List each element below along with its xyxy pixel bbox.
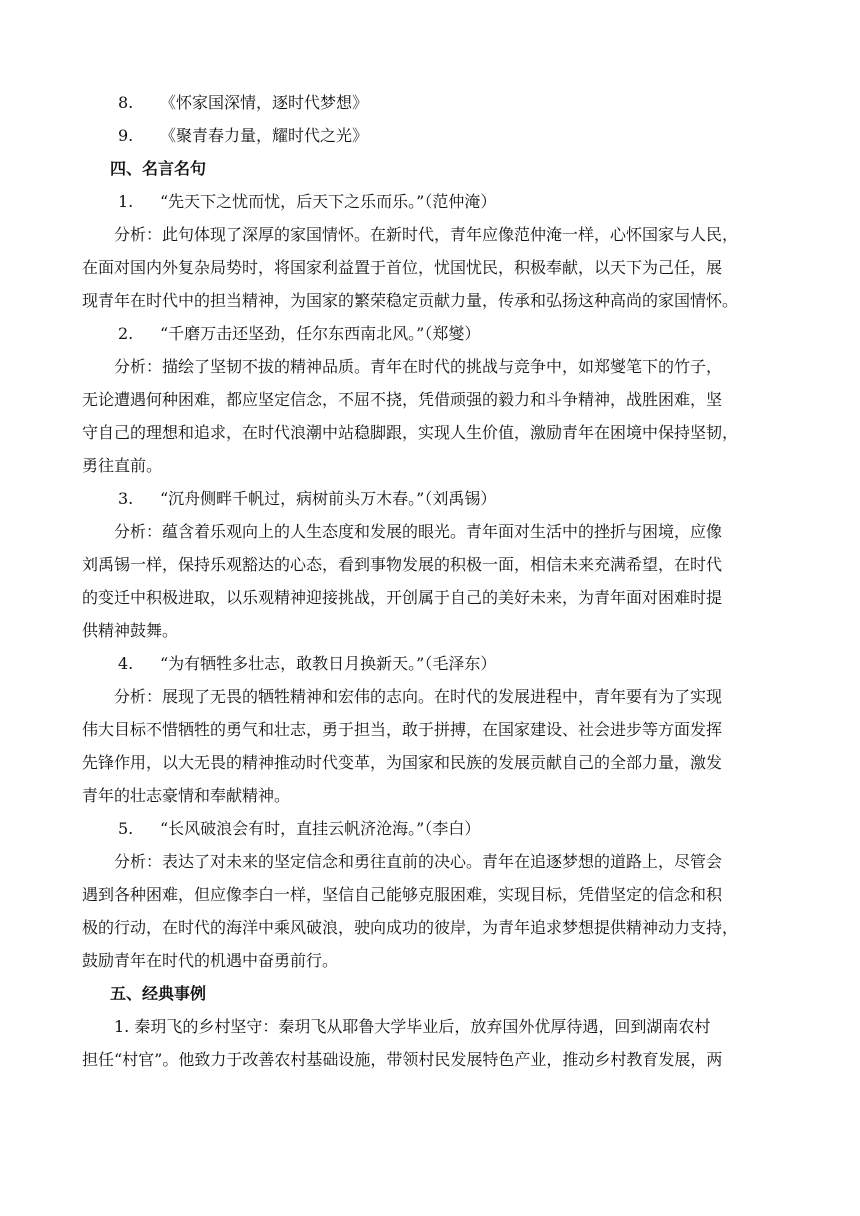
list-number: 8.: [118, 93, 134, 112]
quote-item: [82, 647, 778, 680]
quote-text: “先天下之忧而忧，后天下之乐而乐。”（范仲淹）: [160, 192, 497, 211]
quote-text: “沉舟侧畔千帆过，病树前头万木春。”（刘禹锡）: [160, 489, 497, 508]
paragraph-line: 青年的壮志豪情和奉献精神。: [82, 786, 291, 805]
paragraph-line: 伟大目标不惜牺牲的勇气和壮志，勇于担当，敢于拼搏，在国家建设、社会进步等方面发挥: [82, 720, 723, 739]
quote-item: [82, 185, 778, 218]
paragraph-line: 分析：展现了无畏的牺牲精神和宏伟的志向。在时代的发展进程中，青年要有为了实现: [114, 687, 723, 706]
quote-text: “为有牺牲多壮志，敢教日月换新天。”（毛泽东）: [160, 654, 497, 673]
paragraph-line: 极的行动，在时代的海洋中乘风破浪，驶向成功的彼岸，为青年追求梦想提供精神动力支持，: [82, 918, 739, 937]
list-text: 《聚青春力量，耀时代之光》: [160, 126, 369, 145]
quote-number: 4.: [118, 654, 134, 673]
paragraph-line: 的变迁中积极进取，以乐观精神迎接挑战，开创属于自己的美好未来，为青年面对困难时提: [82, 588, 723, 607]
paragraph-line: 守自己的理想和追求，在时代浪潮中站稳脚跟，实现人生价值，激励青年在困境中保持坚韧，: [82, 423, 739, 442]
analysis-paragraph: [82, 680, 778, 812]
list-number: 9.: [118, 126, 134, 145]
quote-text: “千磨万击还坚劲，任尔东西南北风。”（郑燮）: [160, 324, 481, 343]
list-item: [82, 119, 778, 152]
paragraph-line: 先锋作用，以大无畏的精神推动时代变革，为国家和民族的发展贡献自己的全部力量，激发: [82, 753, 723, 772]
quote-number: 2.: [118, 324, 134, 343]
paragraph-line: 分析：此句体现了深厚的家国情怀。在新时代，青年应像范仲淹一样，心怀国家与人民，: [114, 225, 739, 244]
paragraph-line: 遇到各种困难，但应像李白一样，坚信自己能够克服困难，实现目标，凭借坚定的信念和积: [82, 885, 723, 904]
paragraph-line: 鼓励青年在时代的机遇中奋勇前行。: [82, 951, 339, 970]
paragraph-line: 分析：蕴含着乐观向上的人生态度和发展的眼光。青年面对生活中的挫折与困境，应像: [114, 522, 723, 541]
paragraph-line: 无论遭遇何种困难，都应坚定信念，不屈不挠，凭借顽强的毅力和斗争精神，战胜困难，坚: [82, 390, 723, 409]
analysis-paragraph: [82, 515, 778, 647]
analysis-paragraph: [82, 845, 778, 977]
paragraph-line: 现青年在时代中的担当精神，为国家的繁荣稳定贡献力量，传承和弘扬这种高尚的家国情怀。: [82, 291, 739, 310]
analysis-paragraph: [82, 218, 778, 317]
quote-number: 5.: [118, 819, 134, 838]
paragraph-line: 勇往直前。: [82, 456, 163, 475]
paragraph-line: 分析：表达了对未来的坚定信念和勇往直前的决心。青年在追逐梦想的道路上，尽管会: [114, 852, 723, 871]
quote-number: 3.: [118, 489, 134, 508]
quote-text: “长风破浪会有时，直挂云帆济沧海。”（李白）: [160, 819, 481, 838]
quote-item: [82, 482, 778, 515]
paragraph-line: 刘禹锡一样，保持乐观豁达的心态，看到事物发展的积极一面，相信未来充满希望，在时代: [82, 555, 723, 574]
quote-number: 1.: [118, 192, 134, 211]
paragraph-line: 供精神鼓舞。: [82, 621, 179, 640]
example-paragraph: [82, 1010, 778, 1076]
quote-item: [82, 317, 778, 350]
paragraph-line: 1. 秦玥飞的乡村坚守：秦玥飞从耶鲁大学毕业后，放弃国外优厚待遇，回到湖南农村: [114, 1017, 711, 1036]
section-heading: 五、经典事例: [110, 984, 207, 1003]
analysis-paragraph: [82, 350, 778, 482]
paragraph-line: 担任“村官”。他致力于改善农村基础设施，带领村民发展特色产业，推动乡村教育发展，两: [82, 1050, 723, 1069]
section-heading: 四、名言名句: [110, 159, 207, 178]
quote-item: [82, 812, 778, 845]
paragraph-line: 在面对国内外复杂局势时，将国家利益置于首位，忧国忧民，积极奉献，以天下为己任，展: [82, 258, 723, 277]
paragraph-line: 分析：描绘了坚韧不拔的精神品质。青年在时代的挑战与竞争中，如郑燮笔下的竹子，: [114, 357, 723, 376]
list-item: [82, 86, 778, 119]
list-text: 《怀家国深情，逐时代梦想》: [160, 93, 369, 112]
